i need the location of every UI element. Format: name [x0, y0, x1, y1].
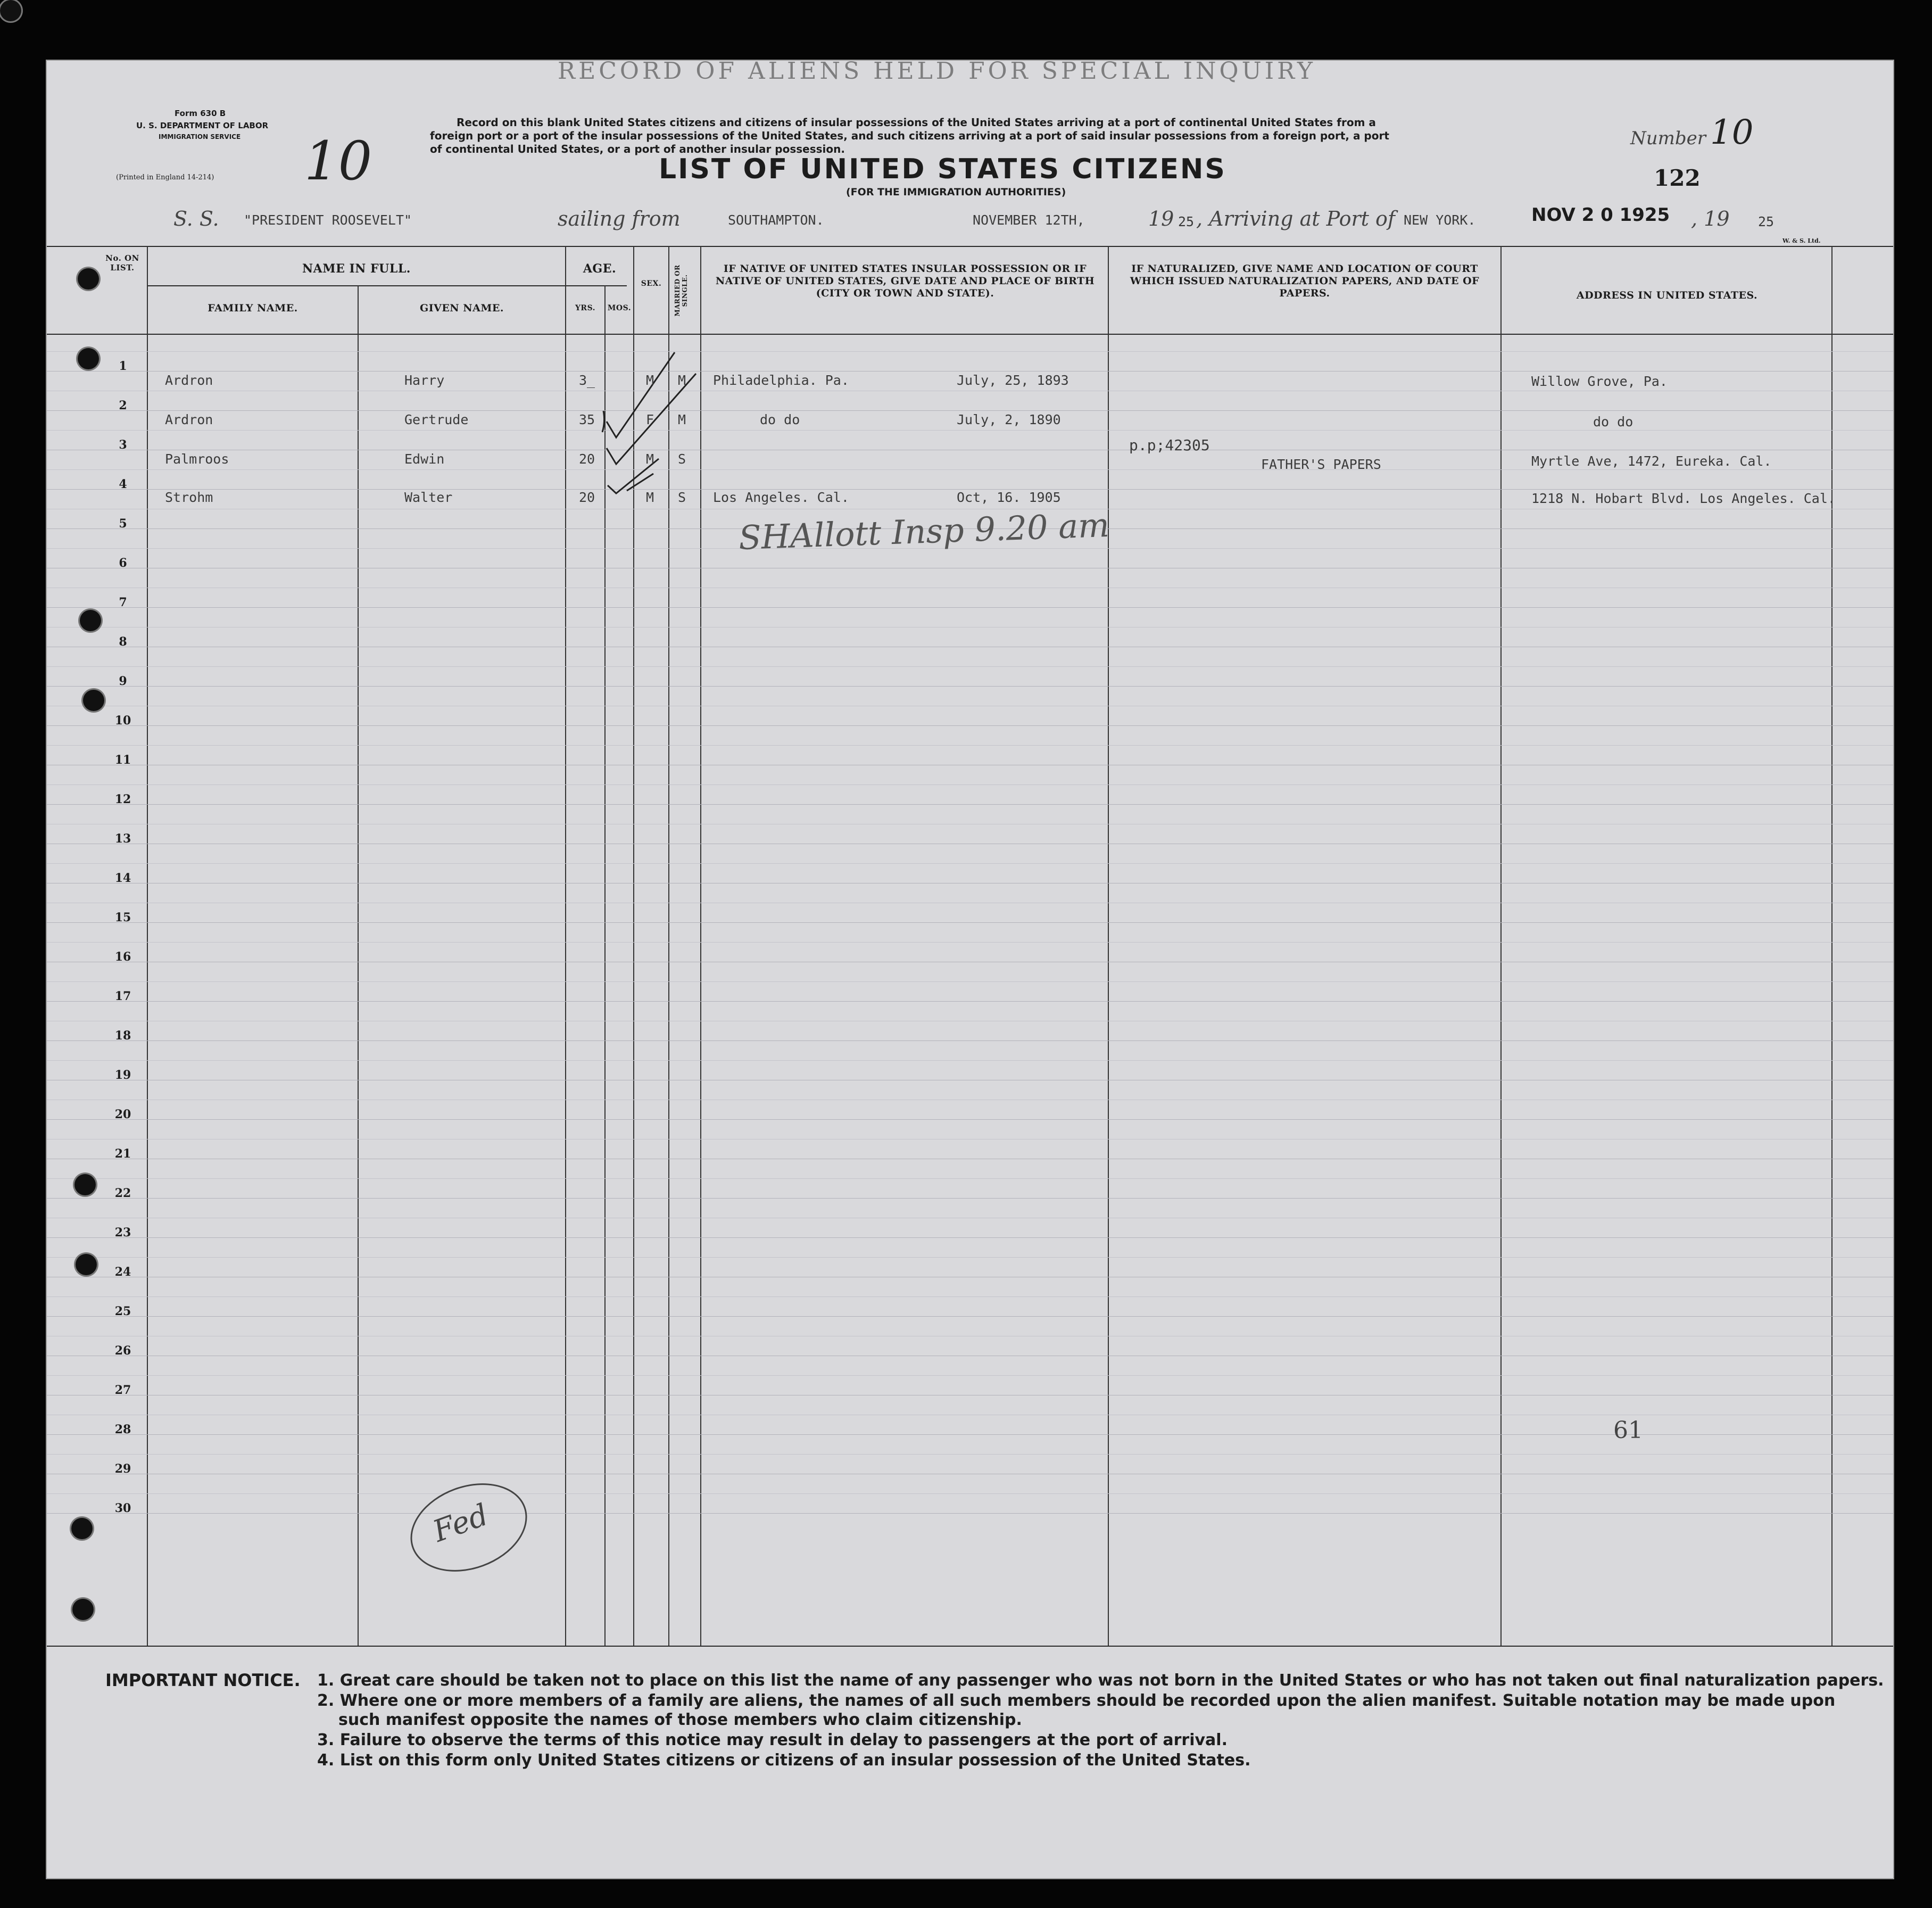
binder-hole: [80, 610, 101, 631]
circled-text: Fed: [428, 1497, 493, 1549]
ruled-line: [47, 745, 1893, 746]
row-number: 11: [114, 753, 131, 767]
status: S: [678, 451, 686, 467]
ruled-line: [47, 784, 1893, 785]
row-number: 19: [114, 1068, 131, 1082]
year2-prefix: , 19: [1691, 207, 1730, 230]
status: S: [678, 490, 686, 505]
naturalization-note: FATHER'S PAPERS: [1261, 457, 1381, 472]
binder-hole: [74, 1174, 96, 1195]
number-value: 10: [1710, 113, 1754, 152]
ruled-line: [47, 430, 1893, 431]
instructions-line-1: Record on this blank United States citizens and citizens of insular possessions of the United States arriving at a port of continental United States from a: [457, 116, 1376, 129]
row-number: 28: [114, 1423, 131, 1436]
sailing-date: NOVEMBER 12TH,: [973, 212, 1085, 228]
row-number: 7: [119, 596, 127, 609]
row-number: 1: [119, 359, 127, 373]
birth-place: do do: [760, 412, 800, 427]
form-number: Form 630 B: [175, 109, 226, 118]
binder-hole: [78, 268, 99, 290]
ruled-line: [47, 410, 1893, 411]
col-header-married: MARRIED OR SINGLE.: [674, 265, 689, 317]
given-name: Walter: [404, 490, 453, 505]
naturalization-ref: p.p;42305: [1129, 436, 1210, 454]
page-title: LIST OF UNITED STATES CITIZENS: [659, 153, 1226, 185]
notice-label: IMPORTANT NOTICE.: [105, 1670, 301, 1690]
sex: M: [646, 373, 654, 388]
instructions-line-3: of continental United States, or a port of another insular possession.: [430, 143, 845, 155]
row-number: 24: [114, 1265, 131, 1279]
binder-hole: [72, 1599, 94, 1620]
year: 25: [1178, 214, 1195, 229]
binder-hole: [83, 690, 104, 711]
year2: 25: [1758, 214, 1775, 229]
birth-date: July, 2, 1890: [957, 412, 1061, 427]
ruled-line: [47, 1513, 1893, 1514]
row-number: 10: [114, 714, 131, 728]
from-port: SOUTHAMPTON.: [728, 212, 824, 228]
col-header-native: IF NATIVE OF UNITED STATES INSULAR POSSESSION OR IF NATIVE OF UNITED STATES, GIVE DATE AND PLACE OF BIRTH (CITY OR TOWN AND STATE).: [715, 263, 1095, 299]
row-number: 15: [114, 911, 131, 924]
row-number: 12: [114, 792, 131, 806]
address: Myrtle Ave, 1472, Eureka. Cal.: [1531, 453, 1772, 469]
document-sheet: [46, 57, 1894, 1879]
department: U. S. DEPARTMENT OF LABOR: [136, 121, 269, 130]
col-header-yrs: YRS.: [575, 304, 596, 312]
row-number: 14: [114, 871, 131, 885]
birth-place: Philadelphia. Pa.: [713, 373, 849, 388]
binder-hole: [71, 1518, 93, 1539]
birth-date: July, 25, 1893: [957, 373, 1069, 388]
row-number: 17: [114, 989, 131, 1003]
arrival-port: NEW YORK.: [1404, 212, 1476, 228]
row-numbers: [99, 246, 147, 1646]
address: Willow Grove, Pa.: [1531, 374, 1668, 389]
family-name: Ardron: [165, 412, 213, 427]
row-number: 5: [119, 517, 127, 531]
ruled-line: [47, 804, 1893, 805]
ruled-line: [47, 1257, 1893, 1258]
col-header-address: ADDRESS IN UNITED STATES.: [1576, 290, 1758, 301]
status: M: [678, 412, 686, 427]
printer-mark: W. & S. Ltd.: [1782, 237, 1821, 244]
ruled-line: [47, 686, 1893, 687]
address: 1218 N. Hobart Blvd. Los Angeles. Cal.: [1531, 491, 1836, 506]
row-number: 20: [114, 1108, 131, 1121]
ruled-line: [47, 922, 1893, 923]
page-subtitle: (FOR THE IMMIGRATION AUTHORITIES): [846, 186, 1066, 198]
notice-item-1: 1. Great care should be taken not to place on this list the name of any passenger who was not born in the United States or who has not taken out final naturalization papers.: [317, 1671, 1884, 1690]
ruled-line: [47, 1375, 1893, 1376]
sheet-number: 61: [1613, 1417, 1643, 1444]
notice-item-3: 3. Failure to observe the terms of this notice may result in delay to passengers at the port of arrival.: [317, 1731, 1228, 1749]
ruled-line: [47, 1296, 1893, 1297]
col-header-name: NAME IN FULL.: [302, 262, 411, 276]
ruled-line: [47, 469, 1893, 470]
row-number: 4: [119, 477, 127, 491]
ruled-line: [47, 1040, 1893, 1041]
passenger-table: [47, 246, 1893, 1651]
service: IMMIGRATION SERVICE: [159, 133, 241, 141]
row-number: 3: [119, 438, 127, 452]
ruled-line: [47, 1198, 1893, 1199]
col-header-family: FAMILY NAME.: [208, 302, 298, 314]
family-name: Ardron: [165, 373, 213, 388]
binder-hole: [0, 0, 21, 21]
number-label: Number: [1630, 128, 1706, 149]
ruled-line: [47, 942, 1893, 943]
row-number: 18: [114, 1029, 131, 1043]
row-number: 22: [114, 1186, 131, 1200]
row-number: 16: [114, 950, 131, 964]
check-marks: [600, 331, 728, 501]
ship-name: "PRESIDENT ROOSEVELT": [244, 212, 412, 228]
notice-item-2b: such manifest opposite the names of those members who claim citizenship.: [338, 1711, 1022, 1729]
arriving-label: , Arriving at Port of: [1196, 207, 1395, 230]
sailing-label: sailing from: [558, 207, 681, 230]
col-header-naturalized: IF NATURALIZED, GIVE NAME AND LOCATION OF COURT WHICH ISSUED NATURALIZATION PAPERS, AND DATE OF PAPERS.: [1130, 263, 1480, 299]
banner-partial: RECORD OF ALIENS HELD FOR SPECIAL INQUIRY: [558, 57, 1316, 85]
binder-hole: [78, 348, 99, 369]
binder-hole: [76, 1254, 97, 1275]
notice-item-4: 4. List on this form only United States citizens or citizens of an insular possession of the United States.: [317, 1751, 1251, 1770]
notice-item-2a: 2. Where one or more members of a family are aliens, the names of all such members should be recorded upon the alien manifest. Suitable notation may be made upon: [317, 1691, 1836, 1710]
row-number: 25: [114, 1304, 131, 1318]
row-number: 6: [119, 556, 127, 570]
sex: M: [646, 451, 654, 467]
col-header-given: GIVEN NAME.: [419, 302, 504, 314]
ss-label: S. S.: [173, 207, 219, 230]
row-number: 9: [119, 674, 127, 688]
birth-date: Oct, 16. 1905: [957, 490, 1061, 505]
sex: F: [646, 412, 654, 427]
ruled-line: [47, 981, 1893, 982]
ruled-line: [47, 1119, 1893, 1120]
ruled-line: [47, 607, 1893, 608]
ruled-line: [47, 1316, 1893, 1317]
handwritten-mark: 10: [304, 130, 372, 192]
row-number: 2: [119, 399, 127, 412]
status: M: [678, 373, 686, 388]
col-header-age: AGE.: [583, 262, 617, 276]
age: 35: [579, 412, 595, 427]
birth-place: Los Angeles. Cal.: [713, 490, 849, 505]
row-number: 13: [114, 832, 131, 846]
row-number: 27: [114, 1383, 131, 1397]
row-number: 29: [114, 1462, 131, 1476]
ruled-line: [47, 351, 1893, 352]
row-number: 23: [114, 1226, 131, 1240]
given-name: Gertrude: [404, 412, 469, 427]
year-prefix: 19: [1148, 207, 1174, 230]
age: 3_: [579, 373, 595, 388]
ruled-line: [47, 666, 1893, 667]
row-number: 8: [119, 635, 127, 649]
given-name: Edwin: [404, 451, 445, 467]
col-header-no: No. ON LIST.: [105, 253, 139, 272]
address: do do: [1593, 414, 1634, 429]
row-number: 26: [114, 1344, 131, 1358]
ruled-line: [47, 1178, 1893, 1179]
ruled-line: [47, 1237, 1893, 1238]
col-header-mos: MOS.: [607, 304, 632, 312]
col-header-sex: SEX.: [641, 279, 662, 288]
ruled-line: [47, 1001, 1893, 1002]
page-number: 122: [1654, 165, 1701, 191]
ruled-line: [47, 725, 1893, 726]
inspector-note: SHAllott Insp 9.20 am: [737, 505, 1110, 558]
ruled-line: [47, 863, 1893, 864]
date-stamp: NOV 2 0 1925: [1531, 204, 1670, 226]
sex: M: [646, 490, 654, 505]
printed-note: (Printed in England 14-214): [116, 174, 214, 181]
family-name: Palmroos: [165, 451, 229, 467]
ruled-line: [47, 1060, 1893, 1061]
row-number: 21: [114, 1147, 131, 1161]
family-name: Strohm: [165, 490, 213, 505]
row-number: 30: [114, 1501, 131, 1515]
ruled-line: [47, 1493, 1893, 1494]
ruled-line: [47, 1454, 1893, 1455]
age: 20: [579, 451, 595, 467]
age: 20: [579, 490, 595, 505]
instructions-line-2: foreign port or a port of the insular possessions of the United States, and such citizens arriving at a port of said insular possessions from a foreign port, a port: [430, 129, 1389, 142]
given-name: Harry: [404, 373, 445, 388]
